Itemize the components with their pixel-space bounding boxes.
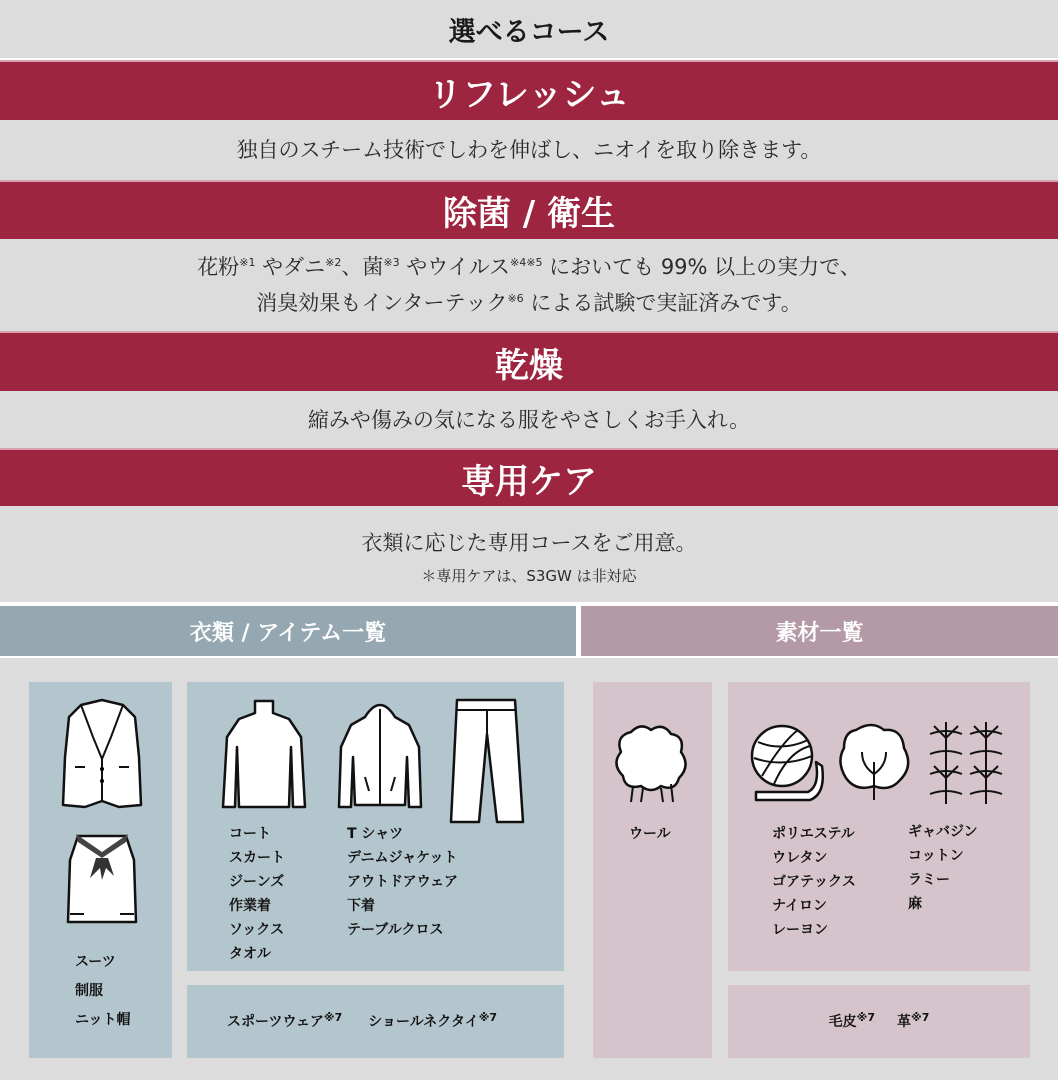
formal-panel [29, 682, 172, 1058]
item: 作業着 [229, 898, 271, 914]
desc-text: やダニ [262, 255, 326, 279]
footnote-mark: ※3 [383, 256, 400, 269]
material: 麻 [908, 896, 922, 912]
desc-text: による試験で実証済みです。 [530, 291, 802, 315]
material-wool: ウール [629, 826, 671, 842]
course-header-refresh: リフレッシュ [0, 60, 1058, 120]
item: ジーンズ [229, 874, 285, 890]
footnote-mark: ※4※5 [510, 256, 543, 269]
material: ポリエステル [772, 826, 855, 842]
footnote-mark: ※6 [507, 292, 524, 305]
material: ウレタン [772, 850, 828, 866]
material: コットン [908, 848, 964, 864]
items-panel [187, 682, 564, 971]
item: テーブルクロス [347, 922, 444, 938]
materials-header: 素材一覧 [581, 606, 1058, 656]
item: T シャツ [347, 826, 404, 842]
item: タオル [229, 946, 271, 962]
material: ナイロン [772, 898, 828, 914]
item-uniform: 制服 [75, 983, 103, 999]
material-leather: 革 [897, 1013, 911, 1030]
linen-fiber-icon [924, 718, 1008, 808]
materials-special-panel [728, 985, 1030, 1058]
item-sportswear: スポーツウェア [227, 1013, 324, 1030]
suit-jacket-icon [59, 697, 145, 812]
material-fur: 毛皮 [828, 1013, 857, 1030]
note: ＊専用ケアは、S3GW は非対応 [421, 567, 637, 585]
desc-line: 独自のスチーム技術でしわを伸ばし、ニオイを取り除きます。 [236, 138, 822, 162]
desc-text: 、菌 [341, 255, 384, 279]
item: ソックス [229, 922, 285, 938]
material: ゴアテックス [772, 874, 856, 890]
materials-panel [728, 682, 1030, 971]
footnote-mark: ※1 [239, 256, 256, 269]
course-header-special-care: 専用ケア [0, 448, 1058, 506]
sheep-wool-icon [611, 722, 691, 804]
course-desc-refresh [0, 120, 1058, 180]
desc-text: においても 99% 以上の実力で、 [549, 255, 861, 279]
sweater-icon [219, 697, 309, 812]
footnote-mark: ※7 [911, 1010, 930, 1024]
course-header-dry: 乾燥 [0, 331, 1058, 391]
desc-text: 花粉 [197, 255, 240, 279]
cotton-icon [836, 722, 912, 804]
material: ギャバジン [908, 824, 978, 840]
school-uniform-icon [66, 830, 138, 930]
item-knit-hat: ニット帽 [75, 1012, 131, 1028]
course-desc-sanitize [0, 239, 1058, 331]
footnote-mark: ※2 [325, 256, 342, 269]
course-desc-dry [0, 391, 1058, 448]
items-header: 衣類 / アイテム一覧 [0, 606, 576, 656]
jacket-icon [335, 697, 425, 812]
item: コート [229, 826, 271, 842]
yarn-ball-icon [748, 722, 824, 804]
material: レーヨン [772, 922, 828, 938]
item-suit: スーツ [75, 954, 116, 970]
desc-text: やウイルス [406, 255, 511, 279]
footnote-mark: ※7 [478, 1010, 498, 1024]
item: アウトドアウェア [347, 874, 459, 890]
items-special-panel [187, 985, 564, 1058]
course-header-sanitize: 除菌 / 衛生 [0, 180, 1058, 239]
item: スカート [229, 850, 285, 866]
item: デニムジャケット [347, 850, 458, 866]
material: ラミー [908, 872, 950, 888]
footnote-mark: ※7 [856, 1010, 875, 1024]
course-desc-special-care [0, 506, 1058, 602]
desc-line: 縮みや傷みの気になる服をやさしくお手入れ。 [307, 407, 751, 432]
desc-text: 消臭効果もインターテック [256, 291, 508, 315]
item-shawl-tie: ショールネクタイ [368, 1013, 479, 1030]
item: 下着 [347, 898, 375, 914]
pants-icon [447, 694, 527, 829]
footnote-mark: ※7 [323, 1010, 343, 1024]
wool-panel [593, 682, 712, 1058]
page-title: 選べるコース [0, 0, 1058, 58]
desc-line: 衣類に応じた専用コースをご用意。 [361, 531, 697, 555]
